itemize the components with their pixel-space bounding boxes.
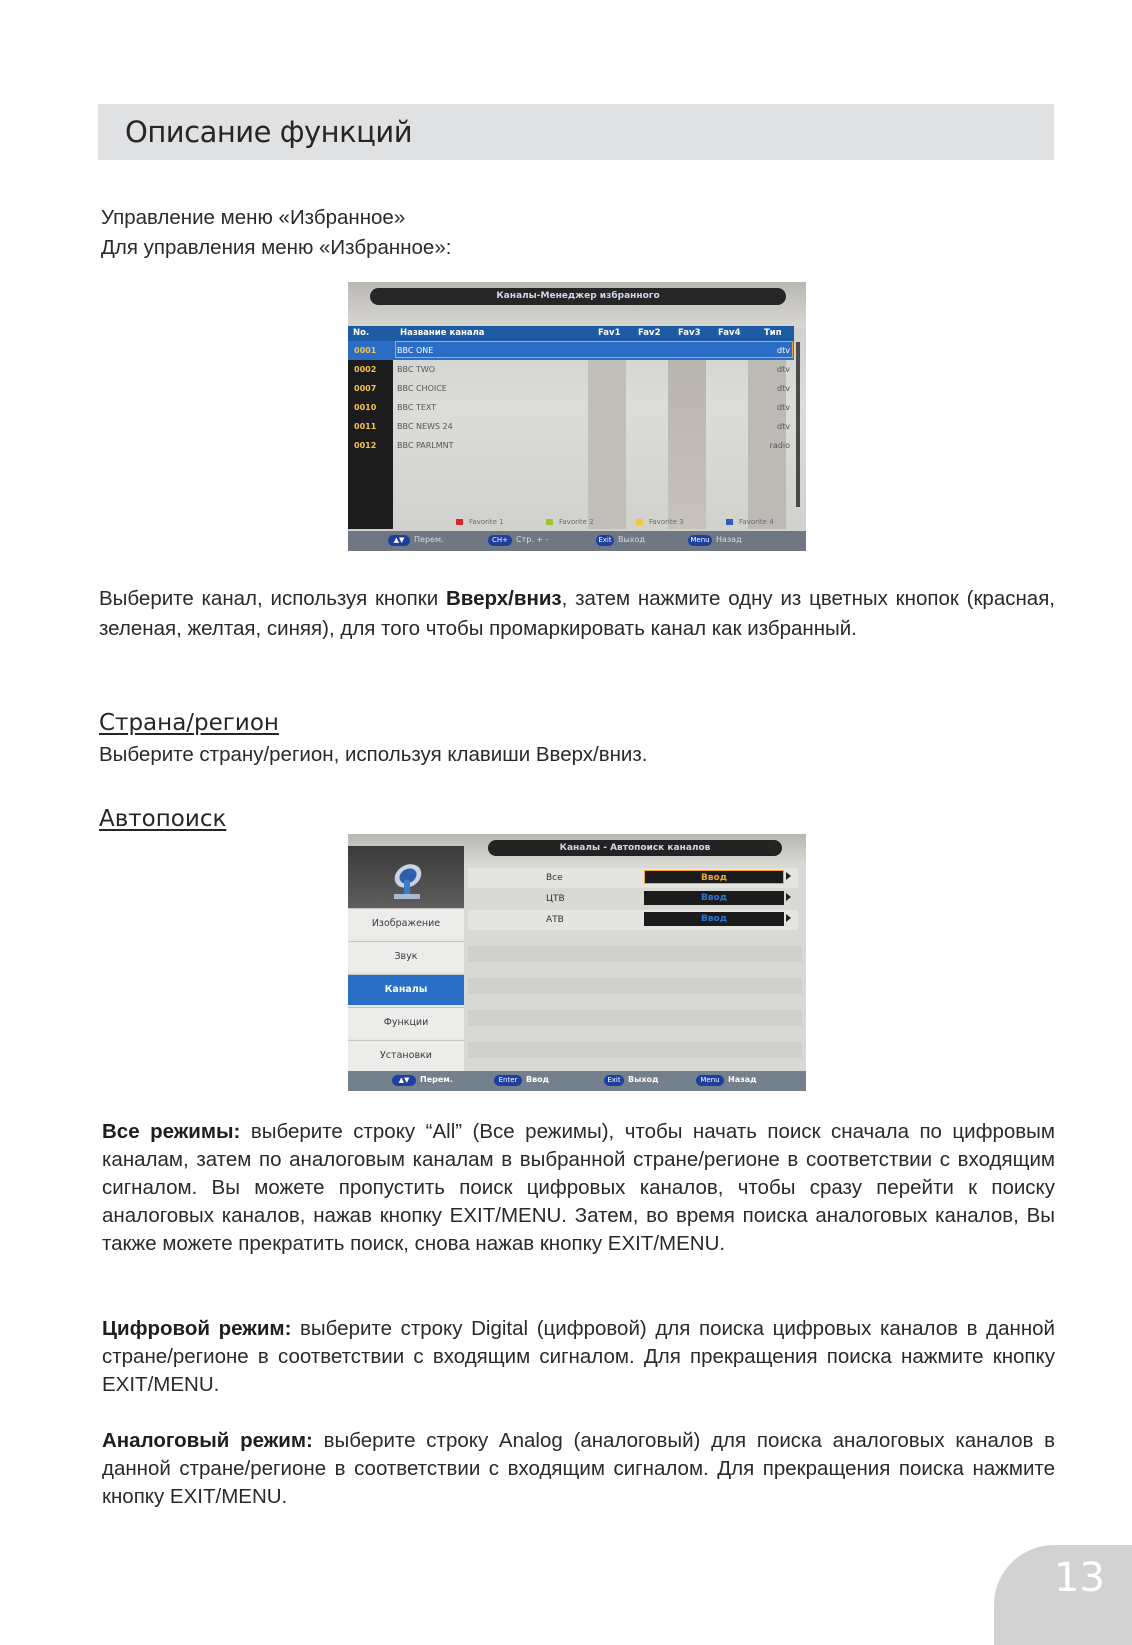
enter-button-atv[interactable]: Ввод: [644, 912, 784, 926]
col-name: Название канала: [400, 328, 485, 338]
menu-key-icon: Menu: [688, 535, 712, 546]
screen-title: Каналы-Менеджер избранного: [370, 288, 786, 305]
yellow-key-icon: [636, 519, 643, 525]
table-row[interactable]: 0001 BBC ONE dtv: [348, 341, 794, 360]
enter-key-icon: Enter: [494, 1075, 522, 1086]
enter-button-dtv[interactable]: Ввод: [644, 891, 784, 905]
intro-line-1: Управление меню «Избранное»: [101, 206, 406, 229]
footer-back: Назад: [716, 535, 742, 544]
menu-item-settings[interactable]: Установки: [348, 1040, 464, 1071]
empty-row: [468, 1042, 802, 1058]
autosearch-screenshot: [348, 834, 806, 1091]
satellite-dish-icon: [348, 846, 464, 908]
col-fav3: Fav3: [678, 328, 701, 338]
table-header: [348, 326, 794, 341]
legend-fav3: Favorite 3: [636, 518, 684, 526]
intro-line-2: Для управления меню «Избранное»:: [101, 236, 452, 259]
table-row[interactable]: 0002 BBC TWO dtv: [354, 365, 790, 374]
page-title: Описание функций: [125, 115, 413, 149]
screen-title: Каналы - Автопоиск каналов: [488, 840, 782, 856]
col-no: No.: [353, 328, 370, 338]
ch-key-icon: CH+: [488, 535, 512, 546]
col-fav1: Fav1: [598, 328, 621, 338]
table-row[interactable]: 0012 BBC PARLMNT radio: [354, 441, 790, 450]
empty-row: [468, 1010, 802, 1026]
legend-fav4: Favorite 4: [726, 518, 774, 526]
selection-highlight: [395, 341, 793, 358]
arrow-right-icon: [786, 914, 791, 922]
section-header: [98, 104, 1054, 160]
screen-footer: [348, 1071, 806, 1091]
analog-mode-paragraph: Аналоговый режим: выберите строку Analog (аналоговый) для поиска аналоговых каналов в данной стране/регионе в соответствии с входящим сигналом. Для прекращения поиска нажмите кнопку EXIT/MENU.: [102, 1429, 1056, 1508]
green-key-icon: [546, 519, 553, 525]
col-fav2: Fav2: [638, 328, 661, 338]
digital-mode-paragraph: Цифровой режим: выберите строку Digital (цифровой) для поиска цифровых каналов в данной стране/регионе в соответствии с входящим сигналом. Для прекращения поиска нажмите кнопку EXIT/MENU.: [102, 1317, 1055, 1396]
legend-fav1: Favorite 1: [456, 518, 504, 526]
footer-back: Назад: [728, 1075, 757, 1084]
menu-item-channels[interactable]: Каналы: [348, 974, 464, 1005]
arrows-key-icon: ▲▼: [392, 1075, 416, 1086]
menu-item-sound[interactable]: Звук: [348, 941, 464, 972]
exit-key-icon: Exit: [596, 535, 614, 546]
page-number: 13: [1054, 1555, 1105, 1601]
screen-top-bar: [348, 282, 806, 328]
footer-move: Перем.: [414, 535, 444, 544]
footer-move: Перем.: [420, 1075, 453, 1084]
red-key-icon: [456, 519, 463, 525]
screen-footer: [348, 531, 806, 551]
satellite-dish-svg: [348, 846, 464, 908]
scrollbar[interactable]: [796, 342, 800, 507]
region-heading: Страна/регион: [99, 710, 279, 736]
region-text: Выберите страну/регион, используя клавиши Вверх/вниз.: [99, 743, 648, 766]
favorites-manager-screenshot: [348, 282, 806, 551]
option-row-atv[interactable]: АТВ Ввод: [468, 910, 798, 930]
enter-button-all[interactable]: Ввод: [644, 870, 784, 884]
menu-item-picture[interactable]: Изображение: [348, 908, 464, 939]
exit-key-icon: Exit: [604, 1075, 624, 1086]
empty-row: [468, 978, 802, 994]
table-row[interactable]: 0010 BBC TEXT dtv: [354, 403, 790, 412]
option-row-all[interactable]: Все Ввод: [468, 868, 798, 888]
menu-item-functions[interactable]: Функции: [348, 1007, 464, 1038]
option-row-dtv[interactable]: ЦТВ Ввод: [468, 889, 798, 909]
col-fav4: Fav4: [718, 328, 741, 338]
select-channel-paragraph: Выберите канал, используя кнопки Вверх/вниз, затем нажмите одну из цветных кнопок (красная, зеленая, желтая, синяя), для того чтобы промаркировать канал как избранный.: [99, 587, 1055, 640]
arrow-right-icon: [786, 893, 791, 901]
legend-fav2: Favorite 2: [546, 518, 594, 526]
footer-page: Стр. + -: [516, 535, 549, 544]
empty-row: [468, 946, 802, 962]
footer-exit: Выход: [618, 535, 645, 544]
table-row[interactable]: 0011 BBC NEWS 24 dtv: [354, 422, 790, 431]
all-modes-paragraph: Все режимы: выберите строку “All” (Все режимы), чтобы начать поиск сначала по цифровым каналам, затем по аналоговым каналам в выбранной стране/регионе в соответствии с входящим сигналом. Вы можете пропустить поиск цифровых каналов, чтобы сразу перейти к поиску аналоговых каналов, нажав кнопку EXIT/MENU. Затем, во время поиска аналоговых каналов, Вы также можете прекратить поиск, снова нажав кнопку EXIT/MENU.: [102, 1120, 1055, 1255]
footer-enter: Ввод: [526, 1075, 550, 1084]
footer-exit: Выход: [628, 1075, 659, 1084]
arrows-key-icon: ▲▼: [388, 535, 410, 546]
autosearch-heading: Автопоиск: [99, 806, 227, 832]
blue-key-icon: [726, 519, 733, 525]
menu-key-icon: Menu: [696, 1075, 724, 1086]
table-row[interactable]: 0007 BBC CHOICE dtv: [354, 384, 790, 393]
arrow-right-icon: [786, 872, 791, 880]
page-number-tab: [994, 1545, 1132, 1645]
col-type: Тип: [764, 328, 782, 338]
